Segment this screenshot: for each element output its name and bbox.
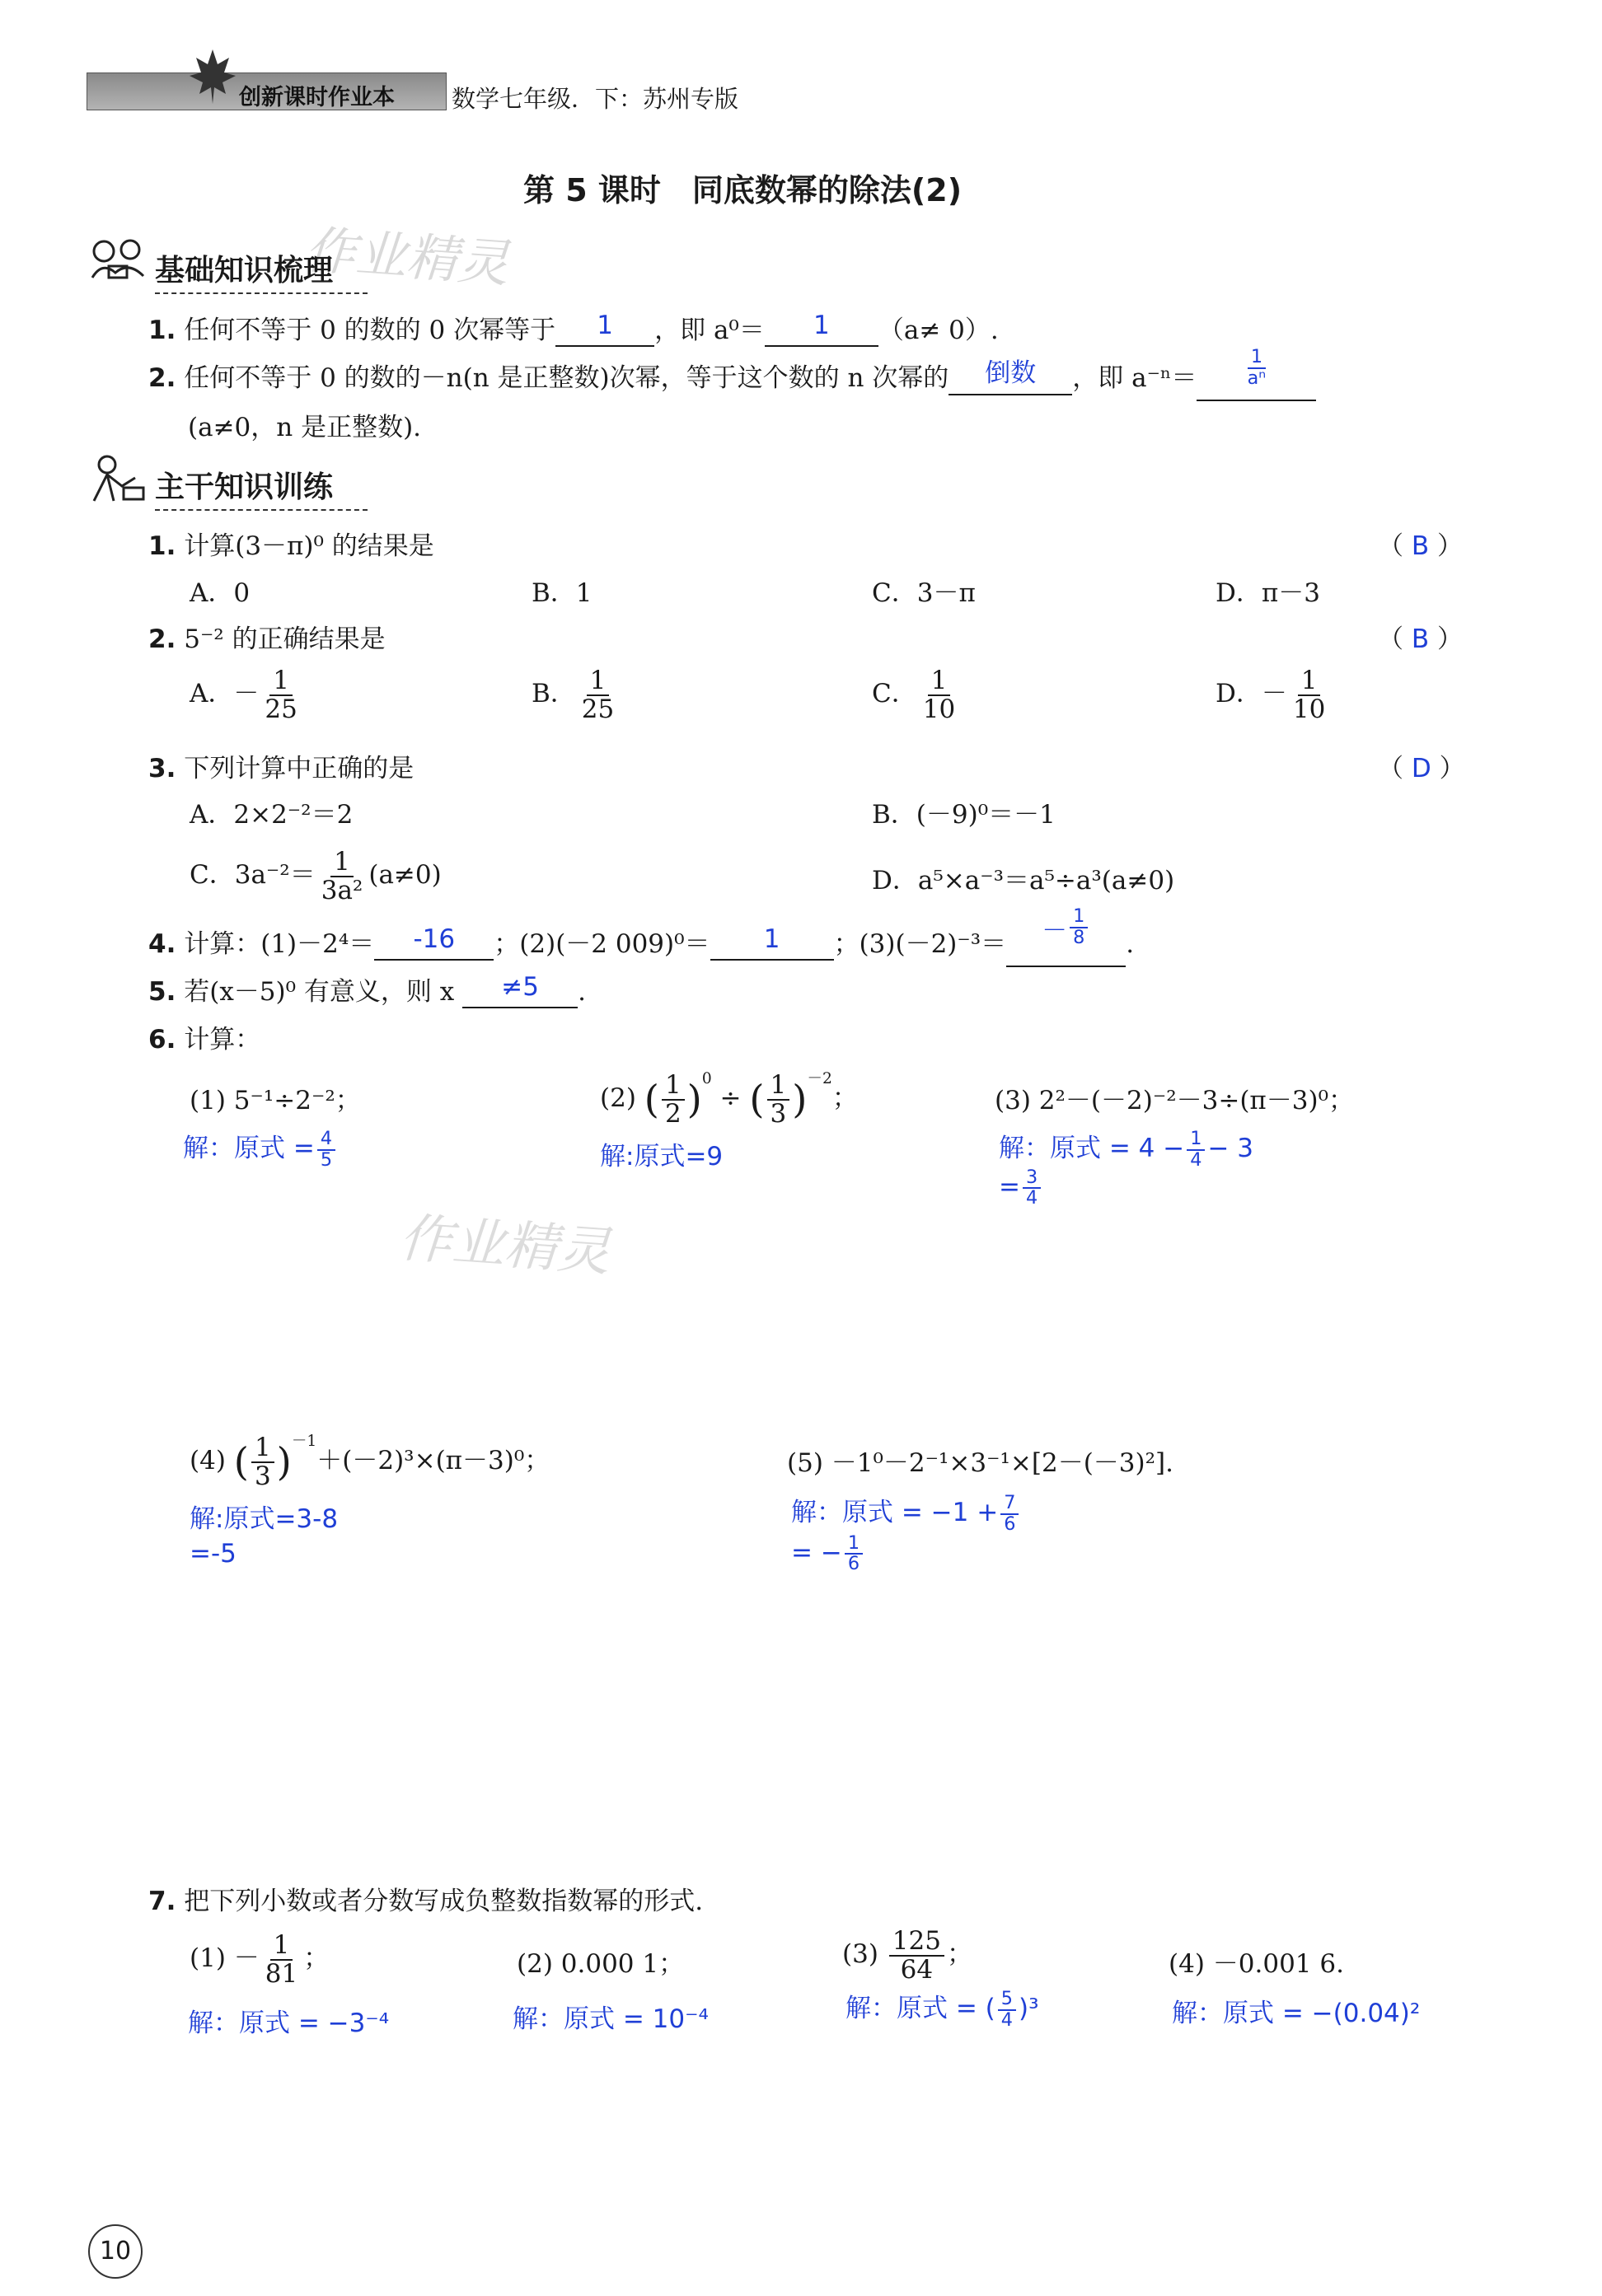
main-q2-answer: （ B ） (1378, 624, 1463, 654)
answer-blank[interactable]: 1 (555, 316, 654, 347)
q7-p3-solution: 解：原式 = ( $\frac{5}{4}$ )³ (846, 1988, 1039, 2031)
header-series: 创新课时作业本 (239, 85, 395, 110)
q6-p2-solution: 解:原式=9 (600, 1142, 724, 1171)
q6-p4-problem: (4) ( $\frac{1}{3}$ )$^{-1}$＋(－2)³×(π－3)⁰； (190, 1432, 550, 1491)
answer-blank[interactable]: 1 (710, 929, 834, 961)
main-q1-answer: （ B ） (1378, 531, 1463, 561)
basic-q1: 1. 任何不等于 0 的数的 0 次幂等于 1 ，即 a⁰＝ 1 （a≠ 0）. (148, 311, 999, 345)
q7-p4-problem: (4) －0.001 6. (1169, 1949, 1344, 1979)
watermark-mid: 作业精灵 (397, 1208, 612, 1284)
q-number: 2. (148, 363, 176, 393)
main-q2-optB[interactable]: B． $\frac{1}{25}$ (532, 666, 615, 724)
q7-p3-problem: (3) $\frac{125}{64}$ ； (842, 1926, 972, 1985)
section-main-title: 主干知识训练 (155, 464, 368, 511)
page-title: 第 5 课时 同底数幂的除法(2) (523, 172, 963, 208)
main-q7-stem: 7. 把下列小数或者分数写成负整数指数幂的形式. (148, 1887, 704, 1916)
main-q4: 4. 计算：(1)－2⁴＝ -16 ；(2)(－2 009)⁰＝ 1 ；(3)(－2)⁻³＝ － $\frac{1}{8}$ . (148, 923, 1134, 967)
q6-p3-problem: (3) 2²－(－2)⁻²－3÷(π－3)⁰； (995, 1086, 1355, 1115)
main-q2-optA[interactable]: A．－ $\frac{1}{25}$ (190, 666, 297, 724)
main-q1-optA[interactable]: A．0 (190, 578, 251, 608)
header-subtitle: 数学七年级．下：苏州专版 (452, 85, 739, 113)
section-basic-title: 基础知识梳理 (155, 247, 368, 294)
q6-p1-solution: 解：原式 = $\frac{4}{5}$ (183, 1127, 338, 1170)
answer-blank[interactable]: 倒数 (949, 357, 1072, 395)
main-q3-optB[interactable]: B．(－9)⁰＝－1 (872, 800, 1056, 830)
main-q1-optD[interactable]: D．π－3 (1216, 578, 1320, 608)
q6-p3-solution-1: 解：原式 = 4 − $\frac{1}{4}$ − 3 (999, 1128, 1253, 1171)
q-number: 1. (148, 316, 176, 345)
q7-p2-solution: 解：原式 = 10⁻⁴ (513, 2004, 709, 2034)
page-number: 10 (88, 2224, 143, 2279)
answer-blank[interactable]: ≠5 (462, 977, 578, 1008)
kids-reading-icon (86, 236, 152, 286)
main-q6-stem: 6. 计算： (148, 1025, 261, 1054)
q7-p4-solution: 解：原式 = −(0.04)² (1172, 1999, 1421, 2028)
basic-q2-cont: (a≠0，n 是正整数). (188, 413, 422, 442)
main-q1-optC[interactable]: C．3－π (872, 578, 976, 608)
main-q2-stem: 2. 5⁻² 的正确结果是 (148, 624, 386, 654)
main-q3-stem: 3. 下列计算中正确的是 (148, 754, 415, 783)
q7-p1-solution: 解：原式 = −3⁻⁴ (188, 2008, 390, 2038)
basic-q2: 2. 任何不等于 0 的数的－n(n 是正整数)次幂，等于这个数的 n 次幂的 倒数 ，即 a⁻ⁿ＝ $\frac{1}{\text{aⁿ}}$ (148, 357, 1316, 401)
main-q2-optD[interactable]: D．－ $\frac{1}{10}$ (1216, 666, 1326, 724)
q6-p1-problem: (1) 5⁻¹÷2⁻²； (190, 1086, 361, 1115)
q7-p1-problem: (1) － $\frac{1}{81}$ ； (190, 1930, 330, 1989)
maple-leaf-icon (188, 48, 237, 105)
q-text: 任何不等于 0 的数的 0 次幂等于 (184, 316, 556, 345)
answer-blank[interactable]: $\frac{1}{\text{aⁿ}}$ (1197, 359, 1316, 401)
q7-p2-problem: (2) 0.000 1； (517, 1949, 685, 1979)
q-text: 任何不等于 0 的数的－n(n 是正整数)次幂，等于这个数的 n 次幂的 (184, 363, 949, 393)
q6-p3-solution-2: = $\frac{3}{4}$ (999, 1168, 1043, 1209)
main-q2-optC[interactable]: C． $\frac{1}{10}$ (872, 666, 956, 724)
answer-blank[interactable]: -16 (374, 929, 494, 961)
answer-blank[interactable]: 1 (765, 316, 878, 347)
main-q3-optD[interactable]: D．a⁵×a⁻³＝a⁵÷a³(a≠0) (872, 866, 1175, 895)
answer-blank[interactable]: － $\frac{1}{8}$ (1006, 923, 1126, 967)
kid-sitting-icon (86, 453, 152, 506)
main-q3-optC[interactable]: C．3a⁻²＝ $\frac{1}{\text{3a²}}$ (a≠0) (190, 847, 442, 905)
watermark-top: 作业精灵 (302, 219, 511, 294)
main-q1-optB[interactable]: B．1 (532, 578, 593, 608)
q6-p5-solution-1: 解：原式 = −1 + $\frac{7}{6}$ (791, 1491, 1021, 1534)
main-q3-answer: （ D ） (1378, 754, 1465, 783)
main-q3-optA[interactable]: A．2×2⁻²＝2 (190, 800, 354, 830)
main-q1-stem: 1. 计算(3－π)⁰ 的结果是 (148, 531, 434, 561)
q6-p5-solution-2: = − $\frac{1}{6}$ (791, 1534, 865, 1574)
q6-p5-problem: (5) －1⁰－2⁻¹×3⁻¹×[2－(－3)²]. (787, 1448, 1173, 1478)
q6-p4-solution-1: 解:原式=3-8 (190, 1504, 339, 1534)
q6-p4-solution-2: =-5 (190, 1539, 237, 1569)
q6-p2-problem: (2) ( $\frac{1}{2}$ )$^0$ ÷ ( $\frac{1}{3}$ )$^{-2}$； (600, 1069, 858, 1129)
main-q5: 5. 若(x－5)⁰ 有意义，则 x ≠5 . (148, 972, 586, 1007)
